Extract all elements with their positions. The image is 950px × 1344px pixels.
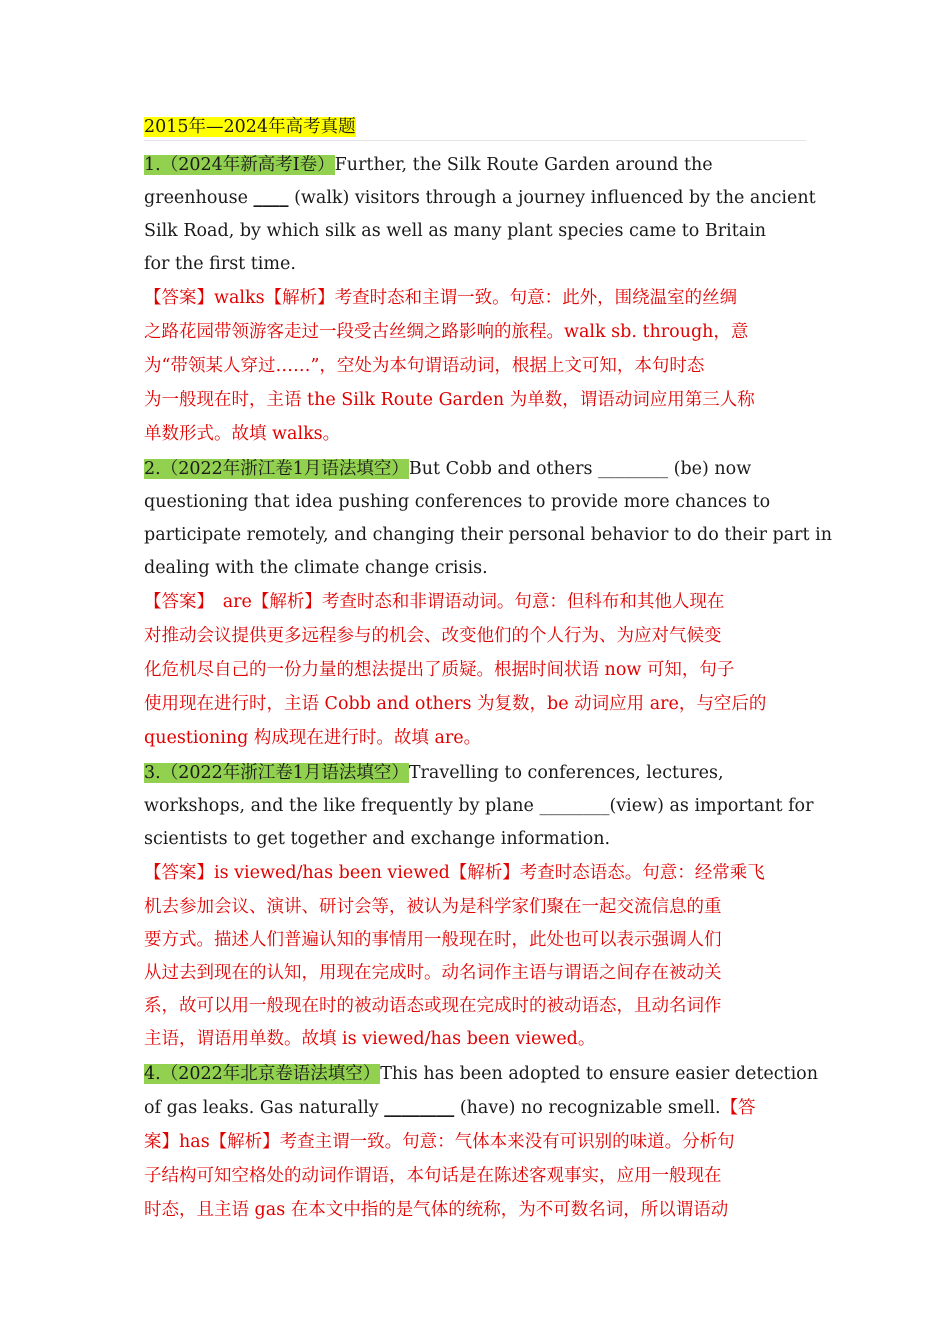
q2-answer-3: 化危机尽自己的一份力量的想法提出了质疑。根据时间状语 now 可知，句子 — [144, 660, 735, 680]
q3-answer-1: 【答案】is viewed/has been viewed【解析】考查时态语态。句意：经常乘飞 — [144, 863, 765, 883]
q1-answer-2: 之路花园带领游客走过一段受古丝绸之路影响的旅程。walk sb. through，意 — [144, 322, 749, 342]
q4-answer-3: 时态，且主语 gas 在本文中指的是气体的统称，为不可数名词，所以谓语动 — [144, 1200, 729, 1220]
q4-answer-1: 案】has【解析】考查主谓一致。句意：气体本来没有可识别的味道。分析句 — [144, 1132, 735, 1152]
q1-answer-5: 单数形式。故填 walks。 — [144, 424, 341, 444]
q3-line-1 — [144, 761, 724, 785]
page-title-text: 2015年—2024年高考真题 — [144, 117, 356, 137]
q1-text-1: Further, the Silk Route Garden around the — [334, 155, 713, 175]
q3-source-tag: 3.（2022年浙江卷1月语法填空） — [144, 763, 409, 783]
q3-answer-2: 机去参加会议、演讲、研讨会等，被认为是科学家们聚在一起交流信息的重 — [144, 897, 722, 917]
q1-line-1 — [144, 153, 713, 177]
q1-answer-1: 【答案】walks【解析】考查时态和主谓一致。句意：此外，围绕温室的丝绸 — [144, 288, 738, 308]
q3-line-2: workshops, and the like frequently by plane ________(view) as important for — [144, 796, 814, 816]
q1-line-4: for the first time. — [144, 254, 296, 274]
q2-line-3: participate remotely, and changing their personal behavior to do their part in — [144, 525, 833, 545]
q1-answer-3: 为“带领某人穿过……”，空处为本句谓语动词，根据上文可知，本句时态 — [144, 356, 705, 376]
q1-line-2 — [144, 186, 816, 210]
q2-answer-5: questioning 构成现在进行时。故填 are。 — [144, 728, 482, 748]
q3-line-3: scientists to get together and exchange information. — [144, 829, 611, 849]
q1-source-tag: 1.（2024年新高考I卷） — [144, 155, 335, 175]
q4-text-1: This has been adopted to ensure easier detection — [380, 1064, 818, 1084]
q4-source-tag: 4.（2022年北京卷语法填空） — [144, 1064, 381, 1084]
q2-line-1 — [144, 457, 751, 481]
q2-text-1: But Cobb and others ________ (be) now — [408, 459, 752, 479]
title-divider — [144, 140, 806, 141]
q3-answer-3: 要方式。描述人们普遍认知的事情用一般现在时，此处也可以表示强调人们 — [144, 930, 722, 950]
q4-line-2 — [144, 1096, 756, 1120]
q4-text-2a: of gas leaks. Gas naturally — [144, 1098, 385, 1118]
page-title — [144, 115, 356, 139]
q1-text-2b: (walk) visitors through a journey influenced by the ancient — [288, 188, 816, 208]
q2-answer-1: 【答案】 are【解析】考查时态和非谓语动词。句意：但科布和其他人现在 — [144, 592, 725, 612]
q2-line-2: questioning that idea pushing conferences to provide more chances to — [144, 492, 771, 512]
q1-answer-4: 为一般现在时，主语 the Silk Route Garden 为单数，谓语动词应用第三人称 — [144, 390, 755, 410]
q1-text-2a: greenhouse — [144, 188, 254, 208]
q3-answer-5: 系，故可以用一般现在时的被动语态或现在完成时的被动语态，且动名词作 — [144, 996, 722, 1016]
q4-answer-2: 子结构可知空格处的动词作谓语，本句话是在陈述客观事实，应用一般现在 — [144, 1166, 722, 1186]
q4-answer-open: 【答 — [720, 1098, 756, 1118]
q3-text-1: Travelling to conferences, lectures, — [408, 763, 724, 783]
q2-line-4: dealing with the climate change crisis. — [144, 558, 488, 578]
q2-source-tag: 2.（2022年浙江卷1月语法填空） — [144, 459, 409, 479]
q3-answer-4: 从过去到现在的认知，用现在完成时。动名词作主语与谓语之间存在被动关 — [144, 963, 722, 983]
q4-text-2b: (have) no recognizable smell. — [454, 1098, 721, 1118]
q3-answer-6: 主语，谓语用单数。故填 is viewed/has been viewed。 — [144, 1029, 596, 1049]
q1-blank: ____ — [253, 188, 289, 208]
q1-line-3: Silk Road, by which silk as well as many plant species came to Britain — [144, 221, 767, 241]
q4-line-1 — [144, 1062, 818, 1086]
q2-answer-2: 对推动会议提供更多远程参与的机会、改变他们的个人行为、为应对气候变 — [144, 626, 722, 646]
q2-answer-4: 使用现在进行时，主语 Cobb and others 为复数，be 动词应用 are，与空后的 — [144, 694, 767, 714]
q4-blank: ________ — [384, 1098, 455, 1118]
